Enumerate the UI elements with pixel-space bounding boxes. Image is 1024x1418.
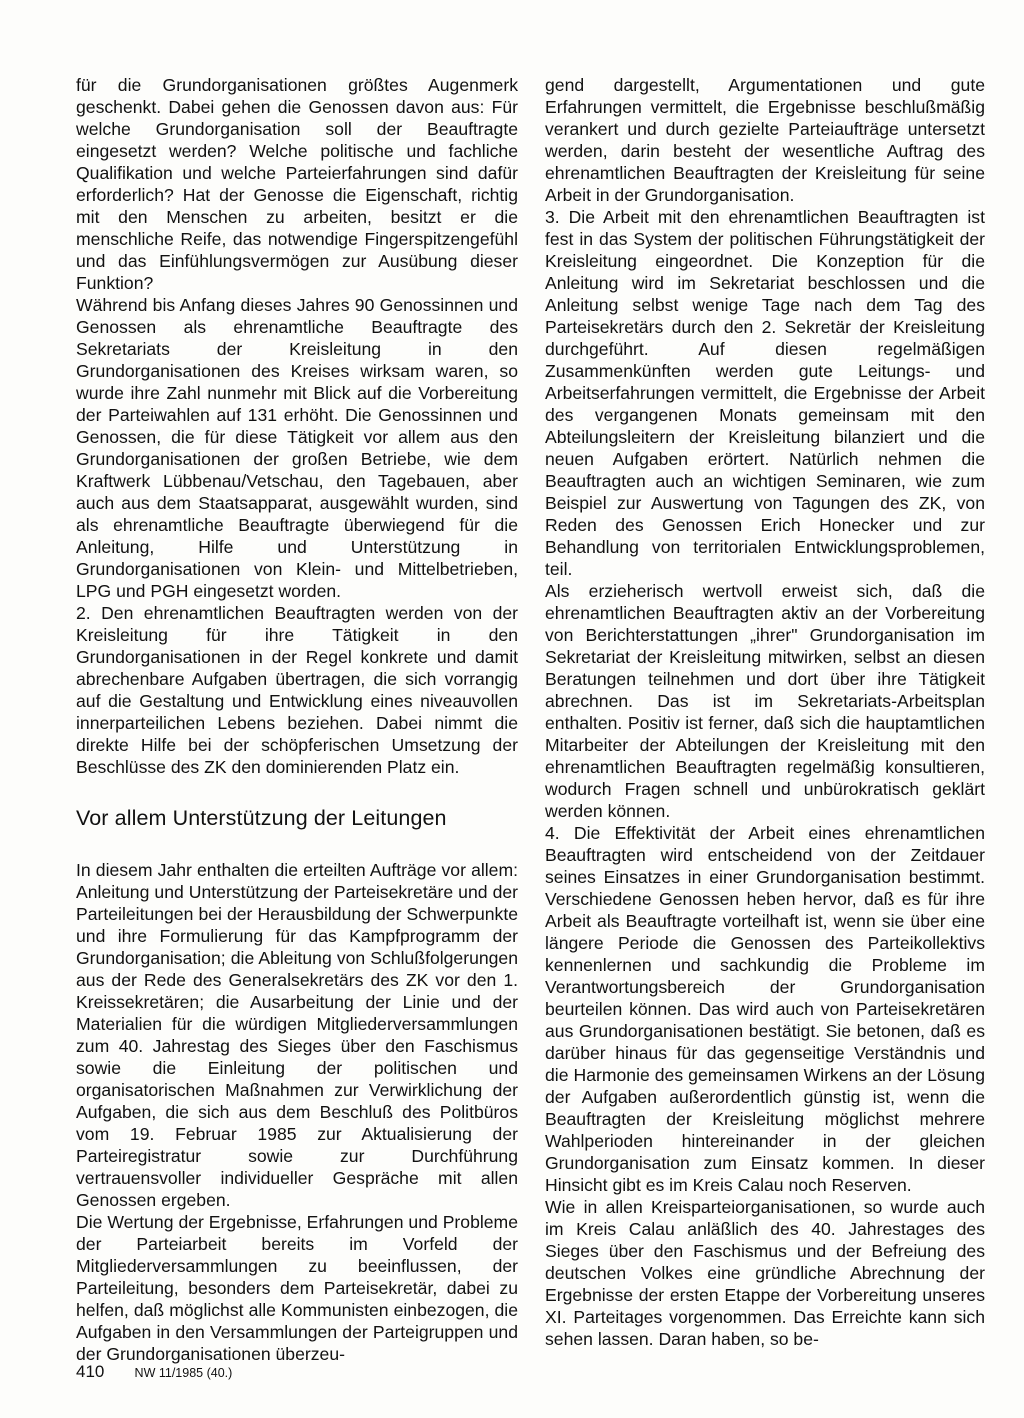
paragraph: gend dargestellt, Argumentationen und gute Erfahrungen vermittelt, die Ergebnisse beschlußmäßig verankert und durch gezielte Parteiaufträge untersetzt werden, darin besteht der wesentliche Auftrag des ehrenamtlichen Beauftragten der Kreisleitung für seine Arbeit in der Grundorganisation.	[545, 75, 985, 205]
paragraph: für die Grundorganisationen größtes Augenmerk geschenkt. Dabei gehen die Genossen davon aus: Für welche Grundorganisation soll der Beauftragte eingesetzt werden? Welche politische und fachliche Qualifikation und welche Parteierfahrungen sind dafür erforderlich? Hat der Genosse die Eigenschaft, richtig mit den Menschen zu arbeiten, besitzt er die menschliche Reife, das notwendige Fingerspitzengefühl und das Einfühlungsvermögen zur Ausübung dieser Funktion?	[76, 75, 518, 293]
paragraph: 4. Die Effektivität der Arbeit eines ehrenamtlichen Beauftragten wird entscheidend von der Zeitdauer seines Einsatzes in einer Grundorganisation bestimmt. Verschiedene Genossen heben hervor, daß es für ihre Arbeit als Beauftragte vorteilhaft ist, wenn sie über eine längere Periode die Genossen des Parteikollektivs kennenlernen und sachkundig die Probleme im Verantwortungsbereich der Grundorganisation beurteilen können. Das wird auch von Parteisekretären aus Grundorganisationen bestätigt. Sie betonen, daß es darüber hinaus für das gegenseitige Verständnis und die Harmonie des gemeinsamen Wirkens an der Lösung der Aufgaben außerordentlich günstig ist, wenn die Beauftragten der Kreisleitung möglichst mehrere Wahlperioden hintereinander in der gleichen Grundorganisation zum Einsatz kommen. In dieser Hinsicht gibt es im Kreis Calau noch Reserven.	[545, 823, 985, 1195]
spacer	[76, 778, 518, 804]
section-heading: Vor allem Unterstützung der Leitungen	[76, 806, 447, 830]
paragraph: 3. Die Arbeit mit den ehrenamtlichen Beauftragten ist fest in das System der politischen Führungstätigkeit der Kreisleitung eingeordnet. Die Konzeption für die Anleitung wird im Sekretariat beschlossen und die Anleitung selbst wenige Tage nach dem Tag des Parteisekretärs durch den 2. Sekretär der Kreisleitung durchgeführt. Auf diesen regelmäßigen Zusammenkünften werden gute Leitungs- und Arbeitserfahrungen vermittelt, die Ergebnisse der Arbeit des vergangenen Monats gemeinsam mit den Abteilungsleitern der Kreisleitung bilanziert und die neuen Aufgaben erörtert. Natürlich nehmen die Beauftragten auch an wichtigen Seminaren, wie zum Beispiel zur Auswertung von Tagungen des ZK, von Reden des Genossen Erich Honecker und zur Behandlung von territorialen Entwicklungsproblemen, teil.	[545, 207, 985, 579]
right-column	[545, 74, 985, 1350]
page-footer	[76, 1362, 232, 1383]
paragraph: Als erzieherisch wertvoll erweist sich, daß die ehrenamtlichen Beauftragten aktiv an der Vorbereitung von Berichterstattungen „ihrer" Grundorganisation im Sekretariat der Kreisleitung mitwirken, selbst an diesen Beratungen teilnehmen und dort über ihre Tätigkeit abrechnen. Das ist im Sekretariats-Arbeitsplan enthalten. Positiv ist ferner, daß sich die hauptamtlichen Mitarbeiter der Abteilungen der Kreisleitung mit den ehrenamtlichen Beauftragten regelmäßig konsultieren, wodurch Fragen schnell und unbürokratisch geklärt werden können.	[545, 581, 985, 821]
paragraph: Die Wertung der Ergebnisse, Erfahrungen und Probleme der Parteiarbeit bereits im Vorfeld der Mitgliederversammlungen zu beeinflussen, der Parteileitung, besonders dem Parteisekretär, dabei zu helfen, daß möglichst alle Kommunisten einbezogen, die Aufgaben in den Versammlungen der Parteigruppen und der Grundorganisationen überzeu-	[76, 1212, 518, 1364]
issue-reference: NW 11/1985 (40.)	[134, 1366, 233, 1380]
page-number: 410	[76, 1362, 105, 1381]
paragraph: 2. Den ehrenamtlichen Beauftragten werden von der Kreisleitung für ihre Tätigkeit in den Grundorganisationen in der Regel konkrete und damit abrechenbare Aufgaben übertragen, die sich vorrangig auf die Gestaltung und Entwicklung eines niveauvollen innerparteilichen Lebens beziehen. Dabei nimmt die direkte Hilfe bei der schöpferischen Umsetzung der Beschlüsse des ZK den dominierenden Platz ein.	[76, 603, 518, 777]
left-column	[76, 74, 518, 1365]
paragraph: Während bis Anfang dieses Jahres 90 Genossinnen und Genossen als ehrenamtliche Beauftragte des Sekretariats der Kreisleitung in den Grundorganisationen des Kreises wirksam waren, so wurde ihre Zahl nunmehr mit Blick auf die Vorbereitung der Parteiwahlen auf 131 erhöht. Die Genossinnen und Genossen, die für diese Tätigkeit vor allem aus den Grundorganisationen der großen Betriebe, wie dem Kraftwerk Lübbenau/Vetschau, den Tagebauen, aber auch aus dem Staatsapparat, ausgewählt wurden, sind als ehrenamtliche Beauftragte überwiegend für die Anleitung, Hilfe und Unterstützung in Grundorganisationen von Klein- und Mittelbetrieben, LPG und PGH eingesetzt worden.	[76, 295, 518, 601]
paragraph: In diesem Jahr enthalten die erteilten Aufträge vor allem: Anleitung und Unterstützung der Parteisekretäre und der Parteileitungen bei der Herausbildung der Schwerpunkte und ihre Formulierung für das Kampfprogramm der Grundorganisation; die Ableitung von Schlußfolgerungen aus der Rede des Generalsekretärs des ZK vor den 1. Kreissekretären; die Ausarbeitung der Linie und der Materialien für die würdigen Mitgliederversammlungen zum 40. Jahrestag des Sieges über den Faschismus sowie die Einleitung der politischen und organisatorischen Maßnahmen zur Verwirklichung der Aufgaben, die sich aus dem Beschluß des Politbüros vom 19. Februar 1985 zur Aktualisierung der Parteiregistratur sowie zur Durchführung vertrauensvoller individueller Gespräche mit allen Genossen ergeben.	[76, 860, 518, 1210]
paragraph: Wie in allen Kreisparteiorganisationen, so wurde auch im Kreis Calau anläßlich des 40. Jahrestages des Sieges über den Faschismus und der Befreiung des deutschen Volkes eine gründliche Abrechnung der Ergebnisse der ersten Etappe der Vorbereitung unseres XI. Parteitages vorgenommen. Das Erreichte kann sich sehen lassen. Daran haben, so be-	[545, 1197, 985, 1349]
spacer	[76, 832, 518, 859]
